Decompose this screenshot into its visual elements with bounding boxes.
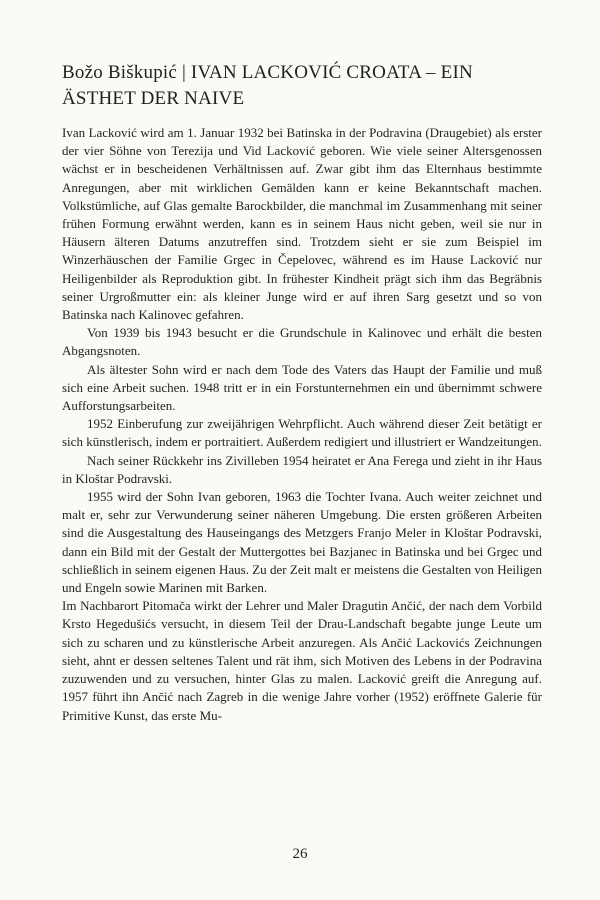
page-number: 26 xyxy=(292,846,308,862)
paragraph-4: 1952 Einberufung zur zweijährigen Wehrpflicht. Auch während dieser Zeit betätigt er sich künstlerisch, indem er portraitiert. Außerdem redigiert und illustriert er Wandzeitungen. xyxy=(62,416,542,450)
paragraph-2: Von 1939 bis 1943 besucht er die Grundschule in Kalinovec und erhält die besten Abgangsnoten. xyxy=(62,325,542,359)
heading-line-2: ÄSTHET DER NAIVE xyxy=(62,88,245,109)
heading-line-1: Božo Biškupić | IVAN LACKOVIĆ CROATA – EIN xyxy=(62,62,473,83)
paragraph-5: Nach seiner Rückkehr ins Zivilleben 1954 heiratet er Ana Ferega und zieht in ihr Haus in Kloštar Podravski. xyxy=(62,452,542,486)
chapter-heading xyxy=(62,60,542,112)
body-text xyxy=(62,124,542,725)
paragraph-7: Im Nachbarort Pitomača wirkt der Lehrer und Maler Dragutin Ančić, der nach dem Vorbild Krsto Hegedušićs versucht, in diesem Teil der Drau-Landschaft begabte junge Leute um sich zu scharen und zu künstlerische Arbeit anzuregen. Als Ančić Lackovićs Zeichnungen sieht, ahnt er dessen seltenes Talent und rät ihm, sich Motiven des Lebens in der Podravina zuzuwenden und zu versuchen, hinter Glas zu malen. Lacković greift die Anregung auf. 1957 führt ihn Ančić nach Zagreb in die wenige Jahre vorher (1952) eröffnete Galerie für Primitive Kunst, das erste Mu- xyxy=(62,598,542,723)
paragraph-6: 1955 wird der Sohn Ivan geboren, 1963 die Tochter Ivana. Auch weiter zeichnet und malt er, sehr zur Verwunderung seiner näheren Umgebung. Die ersten größeren Arbeiten sind die Ausgestaltung des Hauseingangs des Metzgers Franjo Meler in Kloštar Podravski, dann ein Bild mit der Gestalt der Muttergottes bei Bazjanec in Batinska und bei Grgec und schließlich in seinem eigenen Haus. Zu der Zeit malt er meistens die Gestalten von Heiligen und Engeln sowie Marinen mit Barken. xyxy=(62,489,542,596)
paragraph-3: Als ältester Sohn wird er nach dem Tode des Vaters das Haupt der Familie und muß sich eine Arbeit suchen. 1948 tritt er in ein Forstunternehmen ein und übernimmt schwere Aufforstungsarbeiten. xyxy=(62,361,542,414)
paragraph-1: Ivan Lacković wird am 1. Januar 1932 bei Batinska in der Podravina (Draugebiet) als erster der vier Söhne von Terezija und Vid Lacković geboren. Wie viele seiner Altersgenossen wächst er in bescheidenen Verhältnissen auf. Zwar gibt ihm das Elternhaus bestimmte Anregungen, aber mit wirklichen Gemälden kann er keine Bekanntschaft machen. Volkstümliche, auf Glas gemalte Barockbilder, die manchmal im Zusammenhang mit seiner frühen Formung erwähnt werden, kann es in seinem Haus nicht geben, weil sie nur in Häusern älteren Datums anzutreffen sind. Trotzdem sieht er sie zum Beispiel im Winzerhäuschen der Familie Grgec in Čepelovec, während es im Hause Lacković nur Heiligenbilder als Reproduktion gibt. In frühester Kindheit prägt sich ihm das Begräbnis seiner Urgroßmutter ein: als kleiner Junge wird er auf ihren Sarg gesetzt und so von Batinska nach Kalinovec gefahren. xyxy=(62,125,542,323)
